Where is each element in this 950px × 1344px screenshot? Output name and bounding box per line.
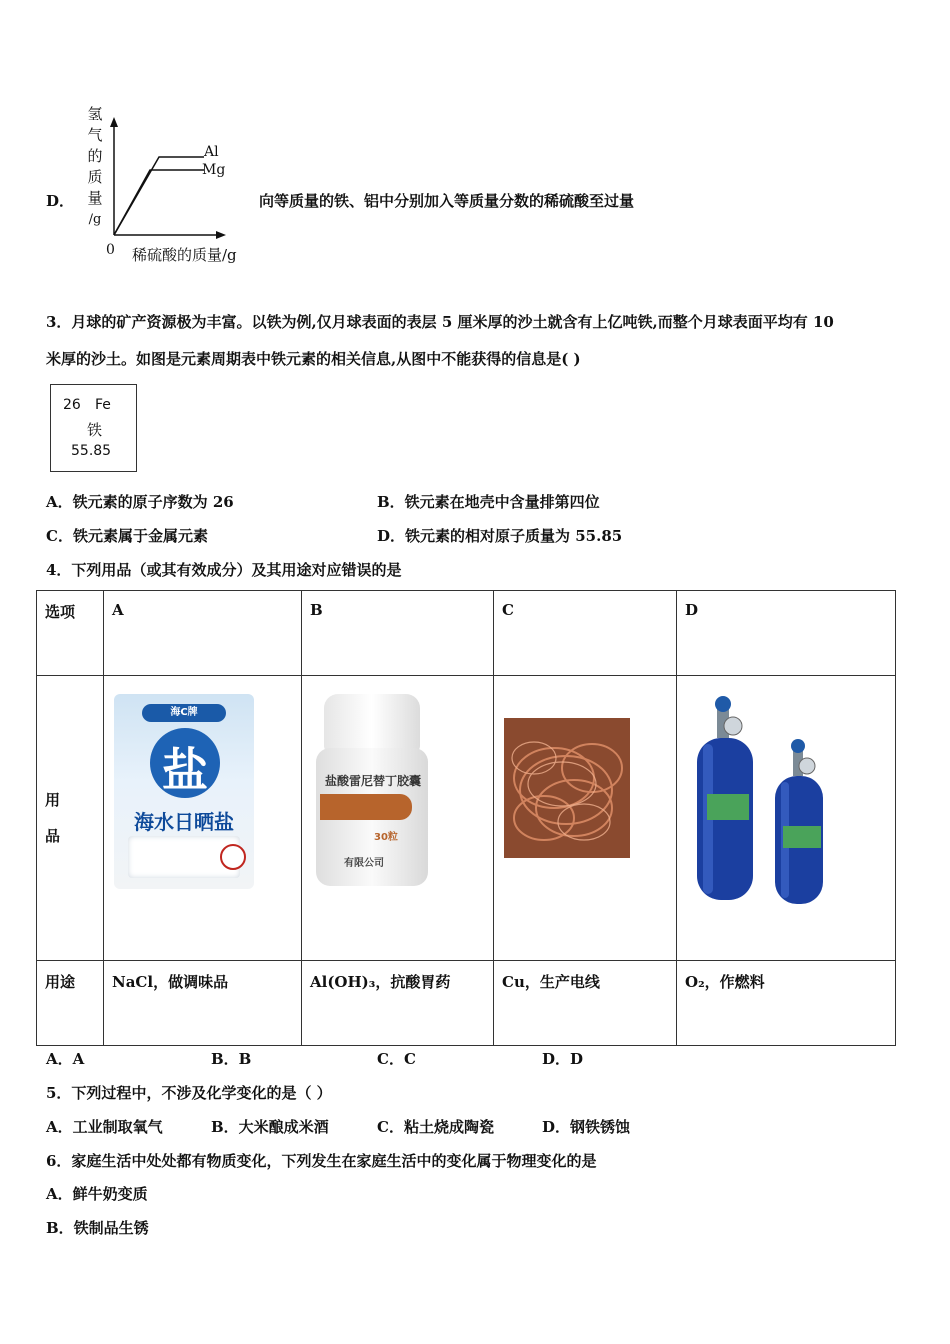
element-card-iron	[50, 384, 137, 472]
series-al-label: Al	[204, 144, 219, 160]
header-cell: A	[104, 591, 302, 676]
q5-option-c[interactable]: C．粘土烧成陶瓷	[377, 1118, 494, 1136]
q3-line2: 米厚的沙土。如图是元素周期表中铁元素的相关信息,从图中不能获得的信息是( )	[46, 350, 581, 368]
chart-x-label: 稀硫酸的质量/g	[132, 246, 237, 264]
cell-pills	[302, 676, 494, 961]
element-mass: 55.85	[71, 443, 112, 459]
series-mg-line	[114, 170, 204, 235]
q3-option-d[interactable]: D．铁元素的相对原子质量为 55.85	[377, 527, 623, 545]
series-mg-label: Mg	[202, 162, 226, 178]
q4-table	[36, 590, 896, 1046]
usage-cell: Al(OH)₃，抗酸胃药	[302, 961, 494, 1046]
pill-count: 30粒	[374, 832, 398, 843]
y-axis-arrow	[110, 117, 118, 127]
table-row-usage	[37, 961, 896, 1046]
series-al-line	[114, 157, 204, 235]
header-cell: D	[677, 591, 896, 676]
bottle-cap	[324, 694, 420, 752]
table-header-row	[37, 591, 896, 676]
q4-option-c[interactable]: C．C	[377, 1050, 416, 1068]
option-d-label: D．	[46, 192, 75, 210]
cell-salt	[104, 676, 302, 961]
q4-option-a[interactable]: A．A	[46, 1050, 85, 1068]
salt-package-image	[114, 694, 254, 889]
q3-option-a[interactable]: A．铁元素的原子序数为 26	[46, 493, 234, 511]
q5-option-a[interactable]: A．工业制取氧气	[46, 1118, 163, 1136]
salt-brand: 海C牌	[142, 704, 226, 722]
element-symbol: Fe	[95, 397, 111, 413]
q6-title: 6．家庭生活中处处都有物质变化，下列发生在家庭生活中的变化属于物理变化的是	[46, 1152, 597, 1170]
pill-bottle-image	[314, 694, 434, 894]
usage-cell: O₂，作燃料	[677, 961, 896, 1046]
usage-cell: Cu，生产电线	[494, 961, 677, 1046]
pill-maker: 有限公司	[344, 858, 384, 869]
q4-option-d[interactable]: D．D	[542, 1050, 584, 1068]
q4-title: 4．下列用品（或其有效成分）及其用途对应错误的是	[46, 561, 402, 579]
row-label-items: 用 品	[37, 676, 104, 961]
q3-option-b[interactable]: B．铁元素在地壳中含量排第四位	[377, 493, 600, 511]
pill-stripe	[320, 794, 412, 820]
pill-label: 盐酸雷尼替丁胶囊	[324, 774, 421, 788]
salt-big-char: 盐	[162, 743, 208, 797]
header-cell: B	[302, 591, 494, 676]
chart-y-label: 氢 气 的 质 量 /g	[87, 105, 103, 227]
header-cell: 选项	[37, 591, 104, 676]
option-d-text: 向等质量的铁、铝中分别加入等质量分数的稀硫酸至过量	[259, 192, 635, 210]
hydrogen-chart	[80, 100, 260, 270]
table-row-items	[37, 676, 896, 961]
salt-badge-icon	[220, 844, 246, 870]
element-name: 铁	[87, 421, 103, 439]
salt-subtitle: 海水日晒盐	[134, 810, 234, 834]
x-axis-arrow	[216, 231, 226, 239]
cell-oxygen	[677, 676, 896, 961]
header-cell: C	[494, 591, 677, 676]
chart-origin: 0	[106, 242, 115, 258]
q6-option-b[interactable]: B．铁制品生锈	[46, 1219, 149, 1237]
q6-option-a[interactable]: A．鲜牛奶变质	[46, 1185, 148, 1203]
copper-wire-image	[504, 718, 630, 858]
oxygen-tanks-image	[689, 690, 869, 920]
usage-cell: NaCl，做调味品	[104, 961, 302, 1046]
element-number: 26	[63, 397, 81, 413]
row-label-usage: 用途	[37, 961, 104, 1046]
q3-option-c[interactable]: C．铁元素属于金属元素	[46, 527, 208, 545]
q4-option-b[interactable]: B．B	[211, 1050, 252, 1068]
q3-line1: 3．月球的矿产资源极为丰富。以铁为例,仅月球表面的表层 5 厘米厚的沙土就含有上亿吨铁,而整个月球表面平均有 10	[46, 313, 834, 331]
q5-option-d[interactable]: D．钢铁锈蚀	[542, 1118, 631, 1136]
q5-option-b[interactable]: B．大米酿成米酒	[211, 1118, 329, 1136]
cell-copper	[494, 676, 677, 961]
q5-title: 5．下列过程中，不涉及化学变化的是（ ）	[46, 1084, 332, 1102]
